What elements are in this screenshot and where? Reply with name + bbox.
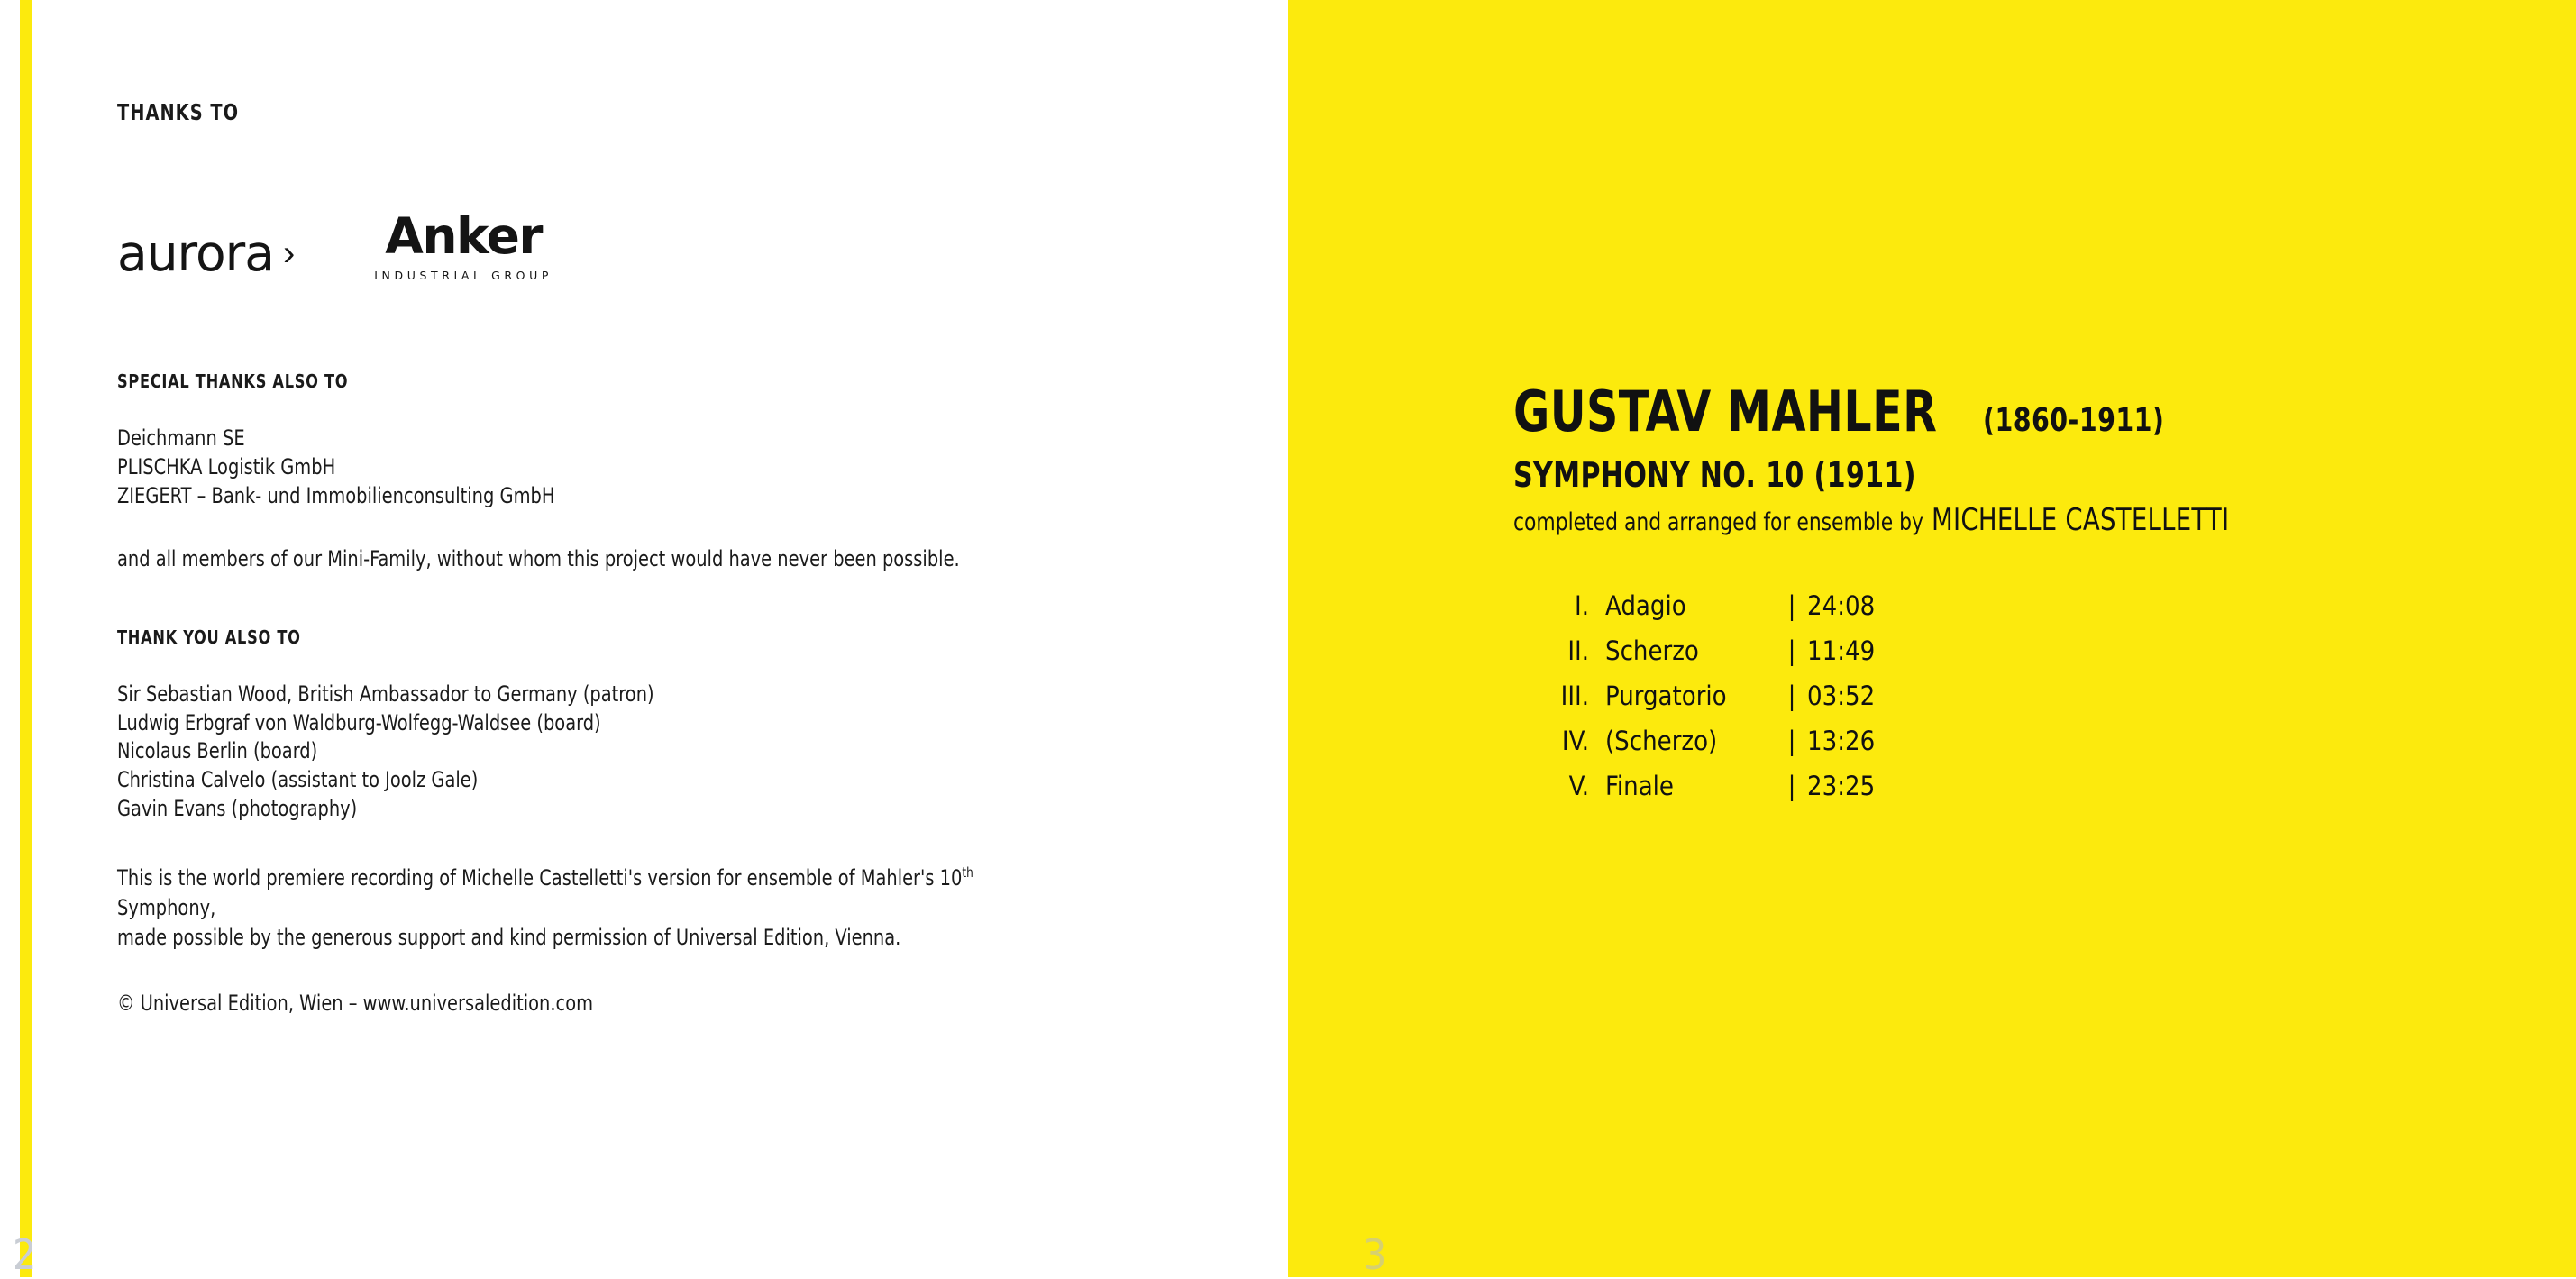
track-number: II. — [1567, 635, 1589, 666]
track-number: I. — [1575, 590, 1589, 621]
track-number: III. — [1560, 681, 1589, 711]
list-item: PLISCHKA Logistik GmbH — [117, 453, 336, 480]
track-title: Purgatorio — [1605, 681, 1727, 711]
page-number-left: 2 — [13, 1230, 37, 1279]
list-item: ZIEGERT – Bank- und Immobilienconsulting GmbH — [117, 482, 555, 508]
list-item: Gavin Evans (photography) — [117, 796, 358, 822]
copyright-line: © Universal Edition, Wien – www.universaledition.com — [117, 991, 594, 1017]
track-title: Finale — [1605, 771, 1674, 801]
page-number-right: 3 — [1363, 1230, 1387, 1279]
track-row — [1533, 771, 2487, 816]
premiere-note — [117, 863, 1026, 953]
premiere-note-ordinal: th — [962, 864, 973, 882]
right-page-content — [1513, 379, 2487, 816]
track-separator: | — [1787, 635, 1796, 666]
track-number: V. — [1568, 771, 1589, 801]
composer-heading — [1513, 379, 2487, 444]
track-number: IV. — [1561, 726, 1589, 756]
track-duration: 03:52 — [1807, 681, 1876, 711]
track-separator: | — [1787, 681, 1796, 711]
track-row — [1533, 590, 2487, 635]
aurora-logo-wordmark: aurora — [117, 224, 274, 282]
track-title: (Scherzo) — [1605, 726, 1718, 756]
thank-you-list — [117, 681, 1026, 825]
track-row — [1533, 681, 2487, 726]
anker-logo-wordmark: Anker — [385, 207, 543, 265]
track-separator: | — [1787, 726, 1796, 756]
premiere-note-line2: made possible by the generous support and kind permission of Universal Edition, Vienna. — [117, 925, 901, 951]
track-separator: | — [1787, 771, 1796, 801]
track-duration: 11:49 — [1807, 635, 1876, 666]
track-title: Scherzo — [1605, 635, 1699, 666]
left-page-content — [117, 99, 1127, 1016]
list-item: Sir Sebastian Wood, British Ambassador to Germany (patron) — [117, 681, 654, 707]
list-item: Deichmann SE — [117, 425, 245, 451]
anker-logo-subtitle: INDUSTRIAL GROUP — [374, 269, 553, 282]
track-separator: | — [1787, 590, 1796, 621]
arranger-credit — [1513, 502, 2389, 538]
page-right — [1288, 0, 2576, 1277]
mini-family-note: and all members of our Mini-Family, without whom this project would have never been possible. — [117, 545, 960, 571]
sponsor-logos — [117, 201, 1127, 282]
tracklist — [1533, 590, 2487, 816]
track-duration: 23:25 — [1807, 771, 1876, 801]
track-duration: 13:26 — [1807, 726, 1876, 756]
work-title: SYMPHONY NO. 10 (1911) — [1513, 455, 1916, 495]
chevron-right-icon: › — [282, 233, 296, 273]
special-thanks-heading: SPECIAL THANKS ALSO TO — [117, 370, 349, 392]
composer-name: GUSTAV MAHLER — [1513, 379, 1938, 444]
anker-logo — [374, 207, 553, 282]
arranger-prefix: completed and arranged for ensemble by — [1513, 508, 1923, 536]
thank-you-also-heading: THANK YOU ALSO TO — [117, 626, 301, 648]
composer-dates: (1860-1911) — [1982, 402, 2164, 439]
list-item: Christina Calvelo (assistant to Joolz Gale) — [117, 767, 479, 793]
track-title: Adagio — [1605, 590, 1686, 621]
track-duration: 24:08 — [1807, 590, 1876, 621]
special-thanks-list — [117, 425, 1026, 511]
yellow-edge-bar — [20, 0, 32, 1277]
thanks-to-heading: THANKS TO — [117, 99, 240, 125]
premiere-note-part2: Symphony, — [117, 895, 216, 921]
premiere-note-part1: This is the world premiere recording of Michelle Castelletti's version for ensemble of Mahler's 10 — [117, 865, 963, 891]
track-row — [1533, 726, 2487, 771]
arranger-name: MICHELLE CASTELLETTI — [1931, 502, 2230, 538]
aurora-logo — [117, 224, 295, 282]
track-row — [1533, 635, 2487, 681]
list-item: Nicolaus Berlin (board) — [117, 738, 318, 764]
page-left — [0, 0, 1288, 1277]
list-item: Ludwig Erbgraf von Waldburg-Wolfegg-Waldsee (board) — [117, 709, 601, 735]
